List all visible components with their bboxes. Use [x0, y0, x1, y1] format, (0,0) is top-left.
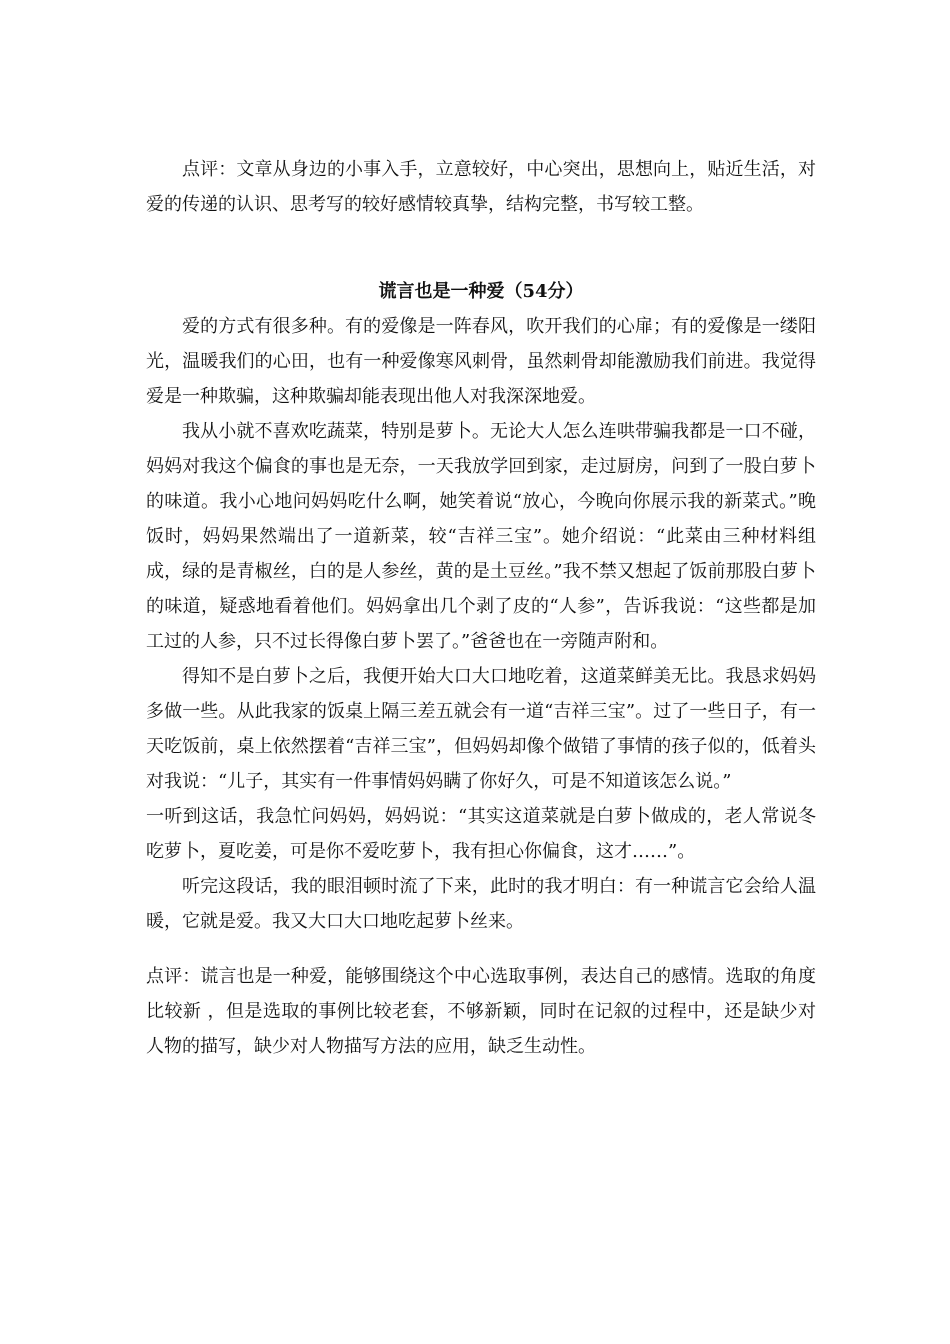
- essay-paragraph-3: 得知不是白萝卜之后，我便开始大口大口地吃着，这道菜鲜美无比。我恳求妈妈多做一些。从此我家的饭桌上隔三差五就会有一道“吉祥三宝”。过了一些日子，有一天吃饭前，桌上依然摆着“吉祥三宝”，但妈妈却像个做错了事情的孩子似的，低着头对我说：“儿子，其实有一件事情妈妈瞒了你好久，可是不知道该怎么说。”: [146, 666, 816, 792]
- comment-paragraph-1: 点评：文章从身边的小事入手，立意较好，中心突出，思想向上，贴近生活，对爱的传递的认识、思考写的较好感情较真挚，结构完整，书写较工整。: [146, 159, 816, 215]
- essay-title: 谎言也是一种爱（54分）: [378, 281, 584, 302]
- essay-paragraph-4: 一听到这话，我急忙问妈妈，妈妈说：“其实这道菜就是白萝卜做成的，老人常说冬吃萝卜，夏吃姜，可是你不爱吃萝卜，我有担心你偏食，这才……”。: [146, 806, 816, 862]
- comment-paragraph-2: 点评：谎言也是一种爱，能够围绕这个中心选取事例，表达自己的感情。选取的角度比较新 ，但是选取的事例比较老套，不够新颖，同时在记叙的过程中，还是缺少对人物的描写，缺少对人物描写方法的应用，缺乏生动性。: [146, 966, 816, 1057]
- document-content: [146, 152, 816, 1064]
- essay-paragraph-1: 爱的方式有很多种。有的爱像是一阵春风，吹开我们的心扉；有的爱像是一缕阳光，温暖我们的心田，也有一种爱像寒风刺骨，虽然刺骨却能激励我们前进。我觉得爱是一种欺骗，这种欺骗却能表现出他人对我深深地爱。: [146, 316, 816, 407]
- essay-paragraph-2: 我从小就不喜欢吃蔬菜，特别是萝卜。无论大人怎么连哄带骗我都是一口不碰，妈妈对我这个偏食的事也是无奈，一天我放学回到家，走过厨房，问到了一股白萝卜的味道。我小心地问妈妈吃什么啊，她笑着说“放心，今晚向你展示我的新菜式。”晚饭时，妈妈果然端出了一道新菜，较“吉祥三宝”。她介绍说：“此菜由三种材料组成，绿的是青椒丝，白的是人参丝，黄的是土豆丝。”我不禁又想起了饭前那股白萝卜的味道，疑惑地看着他们。妈妈拿出几个剥了皮的“人参”，告诉我说：“这些都是加工过的人参，只不过长得像白萝卜罢了。”爸爸也在一旁随声附和。: [146, 421, 816, 652]
- essay-paragraph-5: 听完这段话，我的眼泪顿时流了下来，此时的我才明白：有一种谎言它会给人温暖，它就是爱。我又大口大口地吃起萝卜丝来。: [146, 876, 816, 932]
